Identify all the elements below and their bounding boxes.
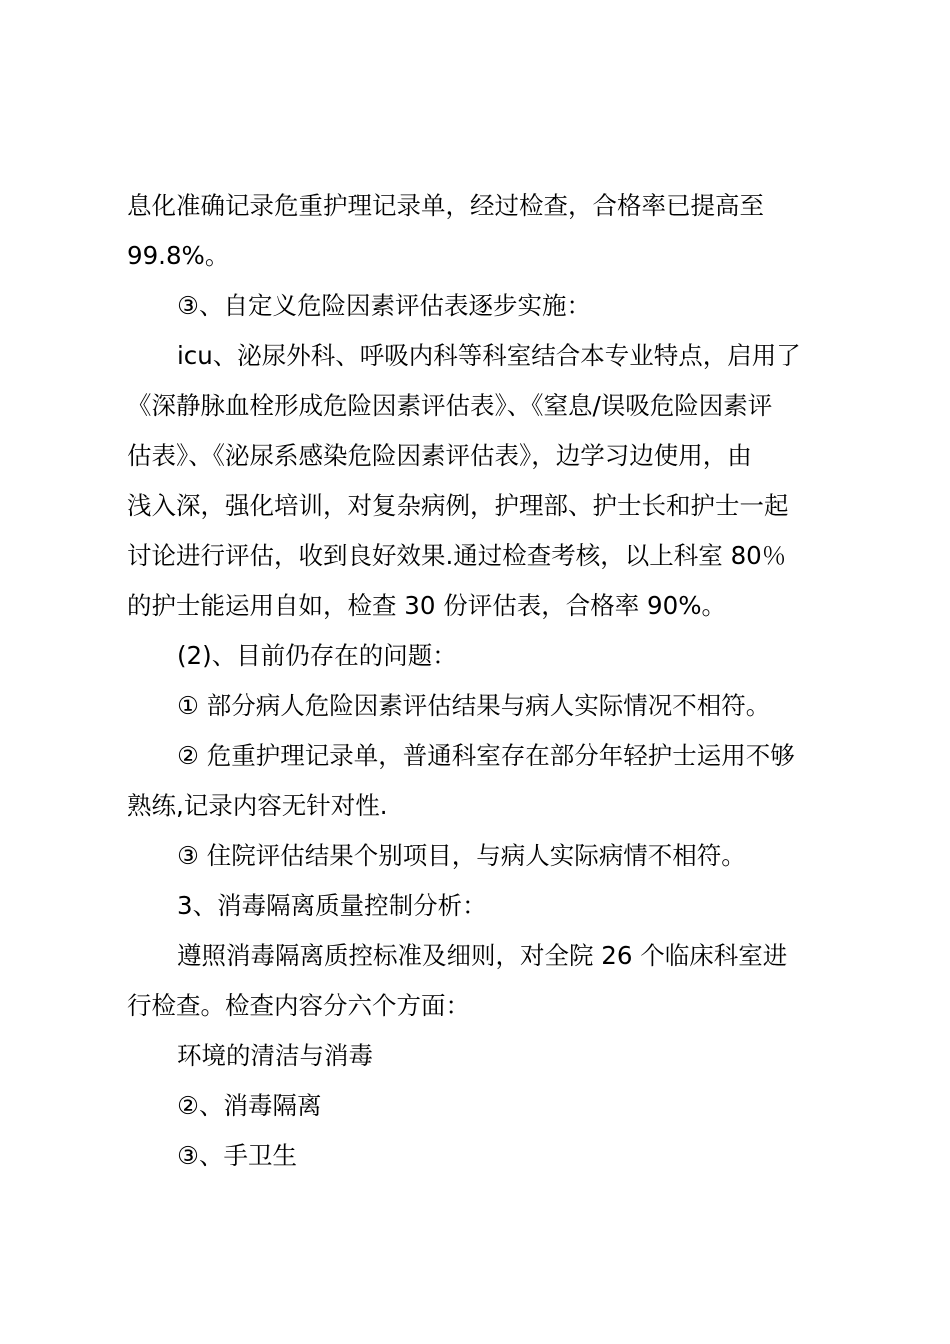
paragraph-line-4: icu、泌尿外科、呼吸内科等科室结合本专业特点，启用了	[177, 341, 801, 370]
paragraph-line-6: 估表》、《泌尿系感染危险因素评估表》，边学习边使用，由	[127, 441, 752, 470]
paragraph-line-5: 《深静脉血栓形成危险因素评估表》、《窒息/误吸危险因素评	[127, 391, 773, 420]
problem-item-1: ① 部分病人危险因素评估结果与病人实际情况不相符。	[177, 691, 771, 720]
paragraph-line-7: 浅入深，强化培训，对复杂病例，护理部、护士长和护士一起	[127, 491, 789, 520]
paragraph-line-16: 遵照消毒隔离质控标准及细则，对全院 26 个临床科室进	[177, 941, 788, 970]
paragraph-line-9: 的护士能运用自如，检查 30 份评估表，合格率 90%。	[127, 591, 726, 620]
problem-item-2-continued: 熟练,记录内容无针对性.	[127, 791, 388, 820]
problem-item-3: ③ 住院评估结果个别项目，与病人实际病情不相符。	[177, 841, 746, 870]
section-heading-disinfection: 3、消毒隔离质量控制分析：	[177, 891, 487, 920]
problem-item-2: ② 危重护理记录单，普通科室存在部分年轻护士运用不够	[177, 741, 795, 770]
document-body	[127, 181, 833, 1181]
list-item-isolation: ②、消毒隔离	[177, 1091, 322, 1120]
paragraph-line-17: 行检查。检查内容分六个方面：	[127, 991, 470, 1020]
section-heading-risk-forms: ③、自定义危险因素评估表逐步实施：	[177, 291, 591, 320]
paragraph-line-1: 息化准确记录危重护理记录单，经过检查，合格率已提高至	[127, 191, 764, 220]
list-item-hand-hygiene: ③、手卫生	[177, 1141, 297, 1170]
paragraph-line-8: 讨论进行评估，收到良好效果.通过检查考核，以上科室 80％	[127, 541, 787, 570]
list-item-environment: 环境的清洁与消毒	[177, 1041, 373, 1070]
paragraph-line-2: 99.8%。	[127, 241, 230, 270]
section-heading-problems: (2)、目前仍存在的问题：	[177, 641, 457, 670]
